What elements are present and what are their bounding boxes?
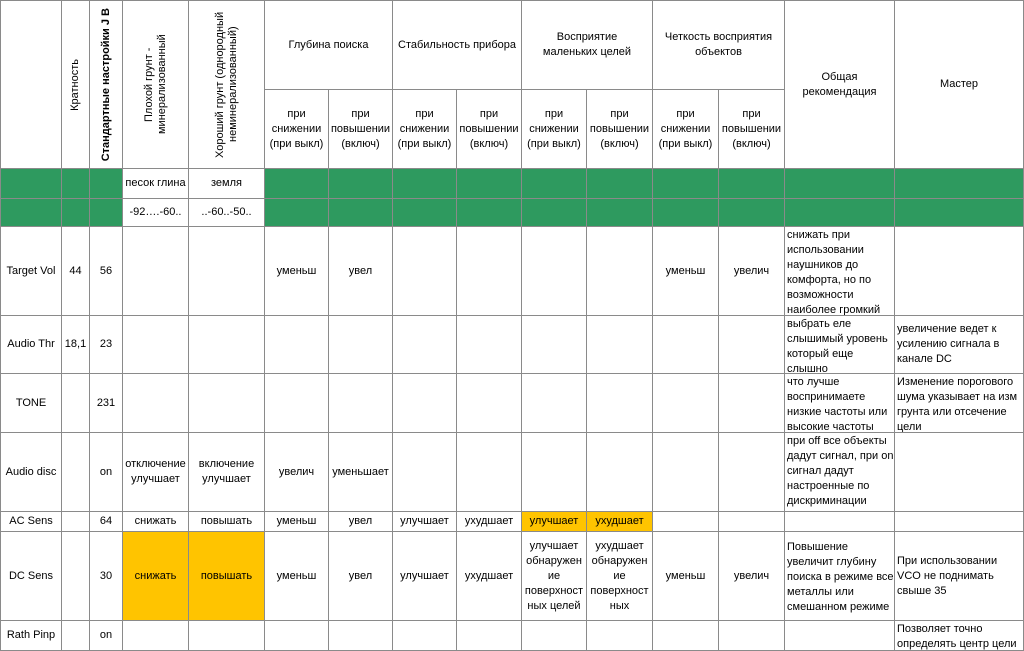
row-clar-lower: уменьш: [653, 227, 719, 316]
band-cell: [265, 199, 329, 227]
subheader-small-raise: при повышении (включ): [587, 90, 653, 169]
row-std: on: [90, 621, 123, 651]
band-bad-ground-range: -92….-60..: [123, 199, 189, 227]
row-std: 56: [90, 227, 123, 316]
row-master: Позволяет точно определять центр цели: [895, 621, 1024, 651]
row-name-audio-disc: Audio disc: [0, 433, 62, 512]
band-cell: [895, 169, 1024, 199]
band-cell: [587, 199, 653, 227]
band-cell: [393, 199, 457, 227]
row-bad-ground: [123, 621, 189, 651]
row-stab-raise: ухудшает: [457, 532, 522, 621]
band-cell: [265, 169, 329, 199]
band-cell: [90, 199, 123, 227]
band-cell: [0, 199, 62, 227]
row-stab-lower: [393, 374, 457, 433]
row-std: 30: [90, 532, 123, 621]
row-good-ground-highlight: повышать: [189, 532, 265, 621]
row-clar-raise: увелич: [719, 227, 785, 316]
band-cell: [785, 199, 895, 227]
row-clar-raise: увелич: [719, 532, 785, 621]
subheader-clarity-lower: при снижении (при выкл): [653, 90, 719, 169]
row-small-raise: [587, 433, 653, 512]
band-cell: [457, 169, 522, 199]
row-bad-ground: отключение улучшает: [123, 433, 189, 512]
subheader-small-lower: при снижении (при выкл): [522, 90, 587, 169]
row-mult: [62, 433, 90, 512]
row-name-target-vol: Target Vol: [0, 227, 62, 316]
row-name-audio-thr: Audio Thr: [0, 316, 62, 374]
row-depth-raise: увел: [329, 512, 393, 532]
row-depth-lower: уменьш: [265, 512, 329, 532]
row-stab-raise: [457, 374, 522, 433]
row-small-raise: ухудшает обнаружен ие поверхност ных: [587, 532, 653, 621]
row-small-lower-highlight: улучшает: [522, 512, 587, 532]
row-clar-raise: [719, 512, 785, 532]
row-clar-lower: [653, 374, 719, 433]
row-depth-lower: увелич: [265, 433, 329, 512]
row-stab-raise: ухудшает: [457, 512, 522, 532]
row-good-ground: повышать: [189, 512, 265, 532]
band-good-ground-soil: земля: [189, 169, 265, 199]
header-standard-settings: Стандартные настройки J B: [90, 0, 123, 169]
row-mult: [62, 374, 90, 433]
row-bad-ground: [123, 316, 189, 374]
row-small-lower: [522, 227, 587, 316]
row-master: При использовании VCO не поднимать свыше 35: [895, 532, 1024, 621]
row-depth-raise: [329, 316, 393, 374]
subheader-clarity-raise: при повышении (включ): [719, 90, 785, 169]
subheader-stability-lower: при снижении (при выкл): [393, 90, 457, 169]
row-depth-lower: [265, 621, 329, 651]
row-stab-lower: улучшает: [393, 512, 457, 532]
row-small-raise: [587, 374, 653, 433]
row-clar-lower: уменьш: [653, 532, 719, 621]
row-small-lower: улучшает обнаружен ие поверхност ных целей: [522, 532, 587, 621]
row-master: [895, 227, 1024, 316]
row-good-ground: [189, 374, 265, 433]
row-clar-lower: [653, 621, 719, 651]
row-clar-lower: [653, 512, 719, 532]
header-clarity: Четкость восприятия объектов: [653, 0, 785, 90]
band-cell: [895, 199, 1024, 227]
row-good-ground: [189, 227, 265, 316]
band-cell: [62, 199, 90, 227]
row-stab-raise: [457, 227, 522, 316]
row-master: Изменение порогового шума указывает на изм грунта или отсечение цели: [895, 374, 1024, 433]
row-mult: 44: [62, 227, 90, 316]
row-depth-raise: [329, 621, 393, 651]
row-depth-lower: [265, 374, 329, 433]
row-general: [785, 621, 895, 651]
row-depth-lower: уменьш: [265, 227, 329, 316]
row-bad-ground-highlight: снижать: [123, 532, 189, 621]
band-cell: [587, 169, 653, 199]
row-mult: [62, 512, 90, 532]
row-small-raise: [587, 621, 653, 651]
row-general: [785, 512, 895, 532]
row-stab-raise: [457, 316, 522, 374]
row-bad-ground: [123, 227, 189, 316]
row-stab-raise: [457, 433, 522, 512]
row-depth-raise: увел: [329, 227, 393, 316]
header-stability: Стабильность прибора: [393, 0, 522, 90]
band-cell: [719, 199, 785, 227]
row-depth-lower: уменьш: [265, 532, 329, 621]
header-multiplicity: Кратность: [62, 0, 90, 169]
row-bad-ground: [123, 374, 189, 433]
row-general: Повышение увеличит глубину поиска в режиме все металлы или смешанном режиме: [785, 532, 895, 621]
subheader-depth-raise: при повышении (включ): [329, 90, 393, 169]
row-small-lower: [522, 433, 587, 512]
row-clar-raise: [719, 374, 785, 433]
header-depth: Глубина поиска: [265, 0, 393, 90]
row-general: при off все объекты дадут сигнал, при on сигнал дадут настроенные по дискриминации: [785, 433, 895, 512]
row-clar-raise: [719, 621, 785, 651]
row-clar-raise: [719, 433, 785, 512]
row-name-ac-sens: AC Sens: [0, 512, 62, 532]
header-general: Общая рекомендация: [785, 0, 895, 169]
band-cell: [90, 169, 123, 199]
row-master: [895, 512, 1024, 532]
row-master: увеличение ведет к усилению сигнала в канале DC: [895, 316, 1024, 374]
subheader-depth-lower: при снижении (при выкл): [265, 90, 329, 169]
row-clar-lower: [653, 433, 719, 512]
row-small-lower: [522, 316, 587, 374]
header-small-targets: Восприятие маленьких целей: [522, 0, 653, 90]
row-name-rath-pinp: Rath Pinp: [0, 621, 62, 651]
row-stab-lower: [393, 316, 457, 374]
row-clar-raise: [719, 316, 785, 374]
band-cell: [522, 169, 587, 199]
row-good-ground: [189, 621, 265, 651]
row-good-ground: [189, 316, 265, 374]
band-cell: [0, 169, 62, 199]
band-cell: [329, 169, 393, 199]
band-cell: [785, 169, 895, 199]
band-cell: [653, 169, 719, 199]
row-name-tone: TONE: [0, 374, 62, 433]
band-cell: [653, 199, 719, 227]
row-std: on: [90, 433, 123, 512]
row-depth-lower: [265, 316, 329, 374]
row-stab-lower: [393, 621, 457, 651]
row-general: снижать при использовании наушников до комфорта, но по возможности наиболее громкий: [785, 227, 895, 316]
row-std: 64: [90, 512, 123, 532]
row-depth-raise: [329, 374, 393, 433]
row-small-lower: [522, 374, 587, 433]
header-blank: [0, 0, 62, 169]
row-mult: [62, 621, 90, 651]
header-master: Мастер: [895, 0, 1024, 169]
row-mult: [62, 532, 90, 621]
row-general: что лучше воспринимаете низкие частоты или высокие частоты: [785, 374, 895, 433]
row-general: выбрать еле слышимый уровень который еще слышно: [785, 316, 895, 374]
band-cell: [522, 199, 587, 227]
row-good-ground: включение улучшает: [189, 433, 265, 512]
row-name-dc-sens: DC Sens: [0, 532, 62, 621]
band-cell: [719, 169, 785, 199]
subheader-stability-raise: при повышении (включ): [457, 90, 522, 169]
band-cell: [329, 199, 393, 227]
row-std: 23: [90, 316, 123, 374]
row-stab-raise: [457, 621, 522, 651]
row-master: [895, 433, 1024, 512]
row-stab-lower: [393, 227, 457, 316]
band-bad-ground-soil: песок глина: [123, 169, 189, 199]
row-small-raise: [587, 316, 653, 374]
row-depth-raise: уменьшает: [329, 433, 393, 512]
row-depth-raise: увел: [329, 532, 393, 621]
band-cell: [393, 169, 457, 199]
row-small-lower: [522, 621, 587, 651]
header-good-ground: Хороший грунт (однородный неминерализованный): [189, 0, 265, 169]
band-cell: [457, 199, 522, 227]
band-good-ground-range: ..-60..-50..: [189, 199, 265, 227]
row-stab-lower: [393, 433, 457, 512]
row-clar-lower: [653, 316, 719, 374]
row-std: 231: [90, 374, 123, 433]
header-bad-ground: Плохой грунт - минерализованный: [123, 0, 189, 169]
row-small-raise: [587, 227, 653, 316]
row-bad-ground: снижать: [123, 512, 189, 532]
row-stab-lower: улучшает: [393, 532, 457, 621]
row-mult: 18,1: [62, 316, 90, 374]
row-small-raise-highlight: ухудшает: [587, 512, 653, 532]
band-cell: [62, 169, 90, 199]
